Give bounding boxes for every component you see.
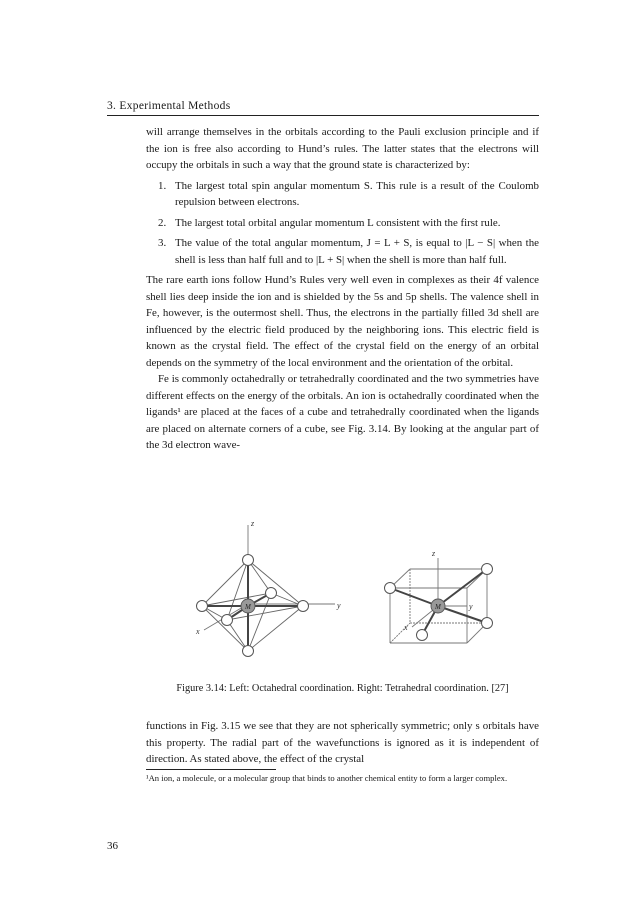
coordination-figure xyxy=(146,519,539,670)
list-number: 1. xyxy=(158,179,167,192)
header-rule xyxy=(107,115,539,116)
list-number: 3. xyxy=(158,237,167,249)
metal-label-left: M xyxy=(245,603,251,611)
paragraph-4: functions in Fig. 3.15 we see that they are not spherically symmetric; only s orbitals have this property. The radial part of the wavefunctions is ignored as it is independent of direction. As stated above, the effect of the crystal xyxy=(146,720,539,765)
list-item-text: The largest total orbital angular momentum L consistent with the first rule. xyxy=(175,216,501,229)
octahedral-diagram xyxy=(197,525,336,657)
tetrahedral-diagram xyxy=(385,558,493,643)
axis-label-z-left: z xyxy=(251,519,255,528)
metal-label-right: M xyxy=(435,603,441,611)
list-item-text: The value of the total angular momentum, J = L + S, is equal to |L − S| when the shell is less than half full and to |L + S| when the shell is more than half full. xyxy=(175,237,539,266)
axis-label-y-right: y xyxy=(469,602,473,611)
paragraph-2: The rare earth ions follow Hund’s Rules very well even in complexes as their 4f valence shell lies deep inside the ion and is shielded by the 5s and 5p shells. The valence shell in Fe, however, is the outermost shell. Thus, the electrons in the partially filled 3d shell are influenced by the electric field produced by the neighboring ions. This electric field is known as the crystal field. The effect of the crystal field on the energy of an orbital depends on the symmetry of the local environment and the orientation of the orbital. xyxy=(146,274,539,369)
footnote-rule xyxy=(146,769,276,770)
list-item xyxy=(146,235,539,268)
figure-caption: Figure 3.14: Left: Octahedral coordination. Right: Tetrahedral coordination. [27] xyxy=(176,683,509,694)
list-item xyxy=(146,178,539,211)
axis-label-x-right: x xyxy=(404,623,408,632)
footnote: ¹An ion, a molecule, or a molecular group that binds to another chemical entity to form a larger complex. xyxy=(146,773,508,783)
paragraph-1: will arrange themselves in the orbitals according to the Pauli exclusion principle and if the ion is free also according to Hund’s rules. The latter states that the electrons will occupy the orbitals in such a way that the ground state is characterized by: xyxy=(146,126,539,171)
hund-rules-list xyxy=(146,178,539,269)
list-item xyxy=(146,215,539,232)
axis-label-y-left: y xyxy=(337,601,341,610)
axis-label-z-right: z xyxy=(432,549,436,558)
page-number: 36 xyxy=(107,840,118,852)
list-item-text: The largest total spin angular momentum S. This rule is a result of the Coulomb repulsion between electrons. xyxy=(175,179,539,208)
paragraph-3: Fe is commonly octahedrally or tetrahedrally coordinated and the two symmetries have different effects on the energy of the orbitals. An ion is octahedrally coordinated when the ligands¹ are placed at the faces of a cube and tetrahedrally coordinated when the ligands are placed on alternate corners of a cube, see Fig. 3.14. By looking at the angular part of the 3d electron wave- xyxy=(146,373,539,451)
body-text xyxy=(146,124,539,454)
running-header: 3. Experimental Methods xyxy=(107,100,231,112)
axis-label-x-left: x xyxy=(196,627,200,636)
list-number: 2. xyxy=(158,216,167,229)
